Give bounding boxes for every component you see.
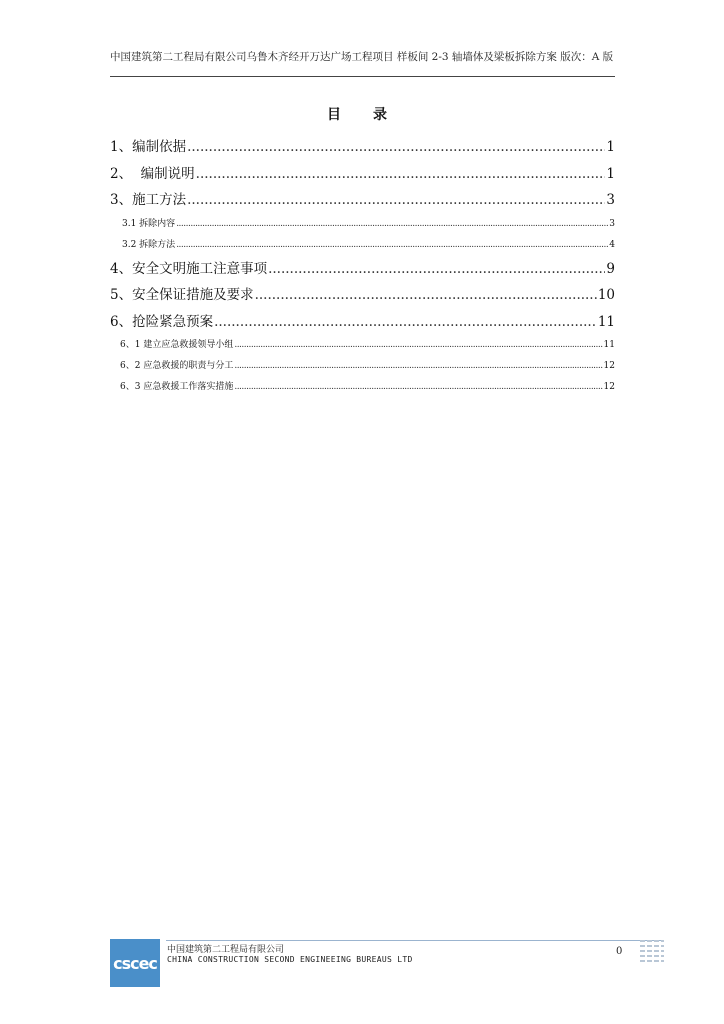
toc-entry-label: 5、安全保证措施及要求 [110,287,254,303]
toc-leader [234,377,602,398]
toc-leader [234,356,602,377]
toc-leader [214,309,597,335]
toc-entry-page: 9 [606,260,615,277]
toc-title: 目录 [327,107,419,123]
toc-entry[interactable] [110,187,615,214]
toc-entry[interactable] [110,134,615,161]
footer-decoration [640,940,664,966]
toc-leader [176,235,608,256]
footer-rule [166,940,661,941]
toc-entry[interactable] [110,309,615,336]
toc-entry-page: 12 [603,382,615,392]
toc-leader [187,134,605,160]
toc-entry-label: 6、抢险紧急预案 [110,313,214,330]
page-number: 0 [616,946,623,957]
toc-entry[interactable] [110,282,615,309]
toc-entry-label: 3.2 拆除方法 [122,239,176,250]
toc-leader [176,214,608,235]
toc-entry-label: 1、编制依据 [110,139,187,155]
toc-entry[interactable] [110,256,615,283]
toc-entry-page: 3 [606,192,615,208]
toc-entry-page: 10 [597,287,615,303]
toc-entry-page: 1 [606,139,615,155]
page-header: 中国建筑第二工程局有限公司乌鲁木齐经开万达广场工程项目 样板间 2-3 轴墙体及梁板拆除方案 版次：A 版 [110,51,614,63]
toc-subentry[interactable] [110,235,615,256]
toc-entry-page: 12 [603,361,615,371]
toc-leader [187,187,605,213]
logo-text: cscec [113,953,157,973]
toc-leader [234,335,602,356]
toc-entry-page: 11 [597,313,615,330]
toc-entry-label: 3.1 拆除内容 [122,218,176,229]
toc-subentry[interactable] [110,335,615,356]
toc-entry-label: 3、施工方法 [110,192,187,208]
toc-leader [196,161,606,187]
table-of-contents [110,134,615,398]
toc-subentry[interactable] [110,356,615,377]
footer-company-en: CHINA CONSTRUCTION SECOND ENGINEEING BUREAUS LTD [167,955,413,964]
toc-subentry[interactable] [110,377,615,398]
toc-leader [268,256,605,282]
cscec-logo [110,939,160,987]
toc-entry-label: 6、1 建立应急救援领导小组 [120,340,234,350]
toc-leader [255,282,597,308]
toc-entry-page: 4 [609,239,615,250]
header-rule [110,76,615,77]
toc-entry-page: 11 [603,340,615,350]
toc-entry-page: 3 [609,218,615,229]
toc-entry-label: 6、3 应急救援工作落实措施 [120,382,234,392]
toc-entry[interactable] [110,161,615,188]
toc-entry-label: 2、 编制说明 [110,165,195,182]
toc-subentry[interactable] [110,214,615,235]
toc-entry-label: 4、安全文明施工注意事项 [110,260,268,277]
footer-company-cn: 中国建筑第二工程局有限公司 [167,945,285,955]
toc-entry-label: 6、2 应急救援的职责与分工 [120,361,234,371]
toc-entry-page: 1 [606,165,615,182]
